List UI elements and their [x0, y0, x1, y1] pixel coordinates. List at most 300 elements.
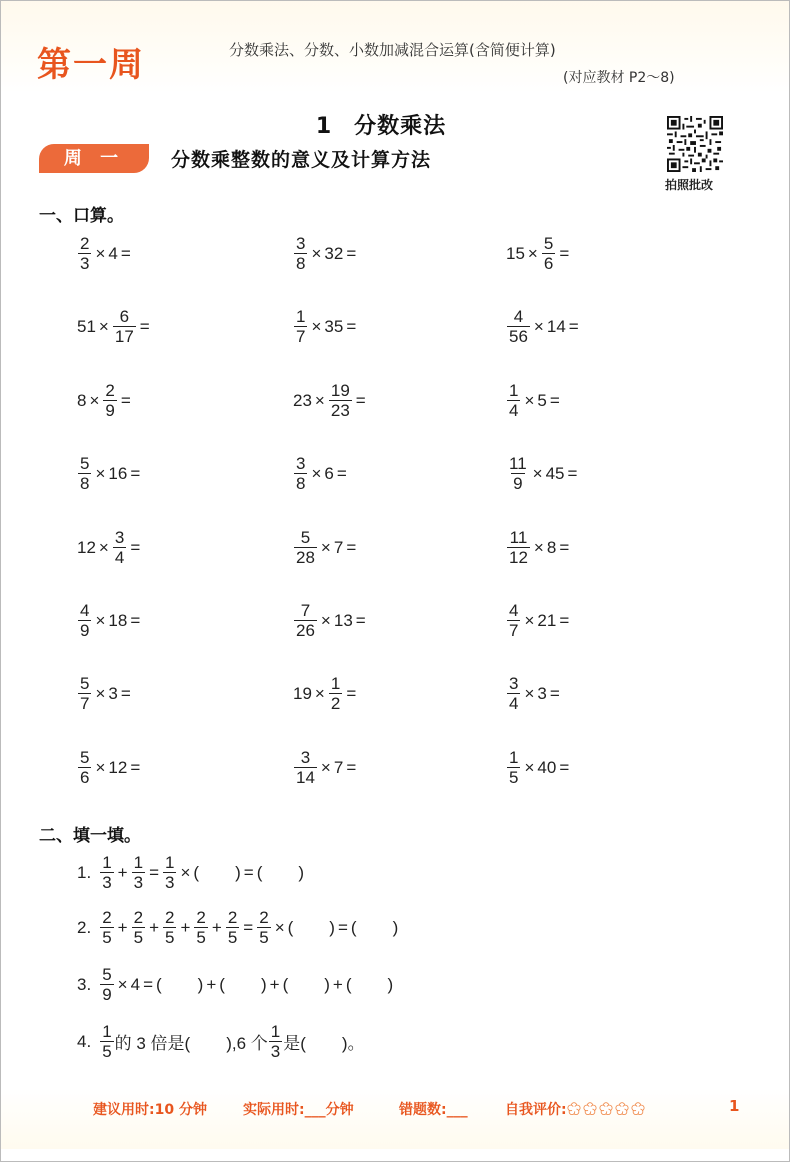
operator: × [320, 610, 331, 630]
numerator: 2 [80, 234, 90, 253]
expression [506, 381, 603, 420]
fraction [78, 748, 91, 787]
denominator: 28 [296, 548, 315, 567]
operator: = [336, 463, 347, 483]
operator: × [532, 463, 543, 483]
text: ) [235, 862, 241, 882]
answer-space[interactable] [582, 317, 622, 337]
denominator: 26 [296, 621, 315, 640]
operator: × [533, 316, 544, 336]
section-title [1, 109, 761, 140]
operator: = [243, 917, 254, 937]
oral-calc-problem [293, 307, 399, 346]
operator: + [332, 974, 343, 994]
operator: = [120, 683, 131, 703]
numerator: 2 [102, 908, 112, 927]
expression [506, 748, 612, 787]
fraction [507, 674, 520, 713]
answer-space[interactable] [143, 464, 183, 484]
text: 是( [283, 1034, 306, 1053]
flower-rating-icon[interactable] [567, 1102, 581, 1116]
text: ( [345, 974, 352, 994]
fraction [507, 601, 520, 640]
week-title: 第一周 [37, 45, 145, 85]
expression [77, 965, 393, 1004]
fraction [329, 381, 352, 420]
fraction [194, 908, 207, 947]
operator: = [346, 757, 357, 777]
operator: × [524, 390, 535, 410]
numerator: 5 [102, 965, 112, 984]
denominator: 14 [296, 768, 315, 787]
numerator: 19 [330, 381, 350, 400]
operator: × [320, 537, 331, 557]
text: ),6 个 [226, 1034, 268, 1053]
operator: + [149, 917, 159, 937]
operator: = [549, 390, 560, 410]
text: ( [287, 917, 294, 937]
denominator: 5 [196, 928, 206, 947]
number: 5 [537, 390, 547, 410]
problem-number: 4. [77, 1031, 92, 1051]
denominator: 5 [259, 928, 269, 947]
numerator: 3 [296, 454, 306, 473]
answer-space[interactable] [572, 244, 612, 264]
oral-calc-problem [77, 674, 174, 713]
error-count[interactable]: 错题数:___ [399, 1102, 468, 1118]
number: 4 [130, 974, 141, 994]
fraction [163, 853, 176, 892]
operator: × [95, 610, 106, 630]
number: 21 [537, 610, 557, 630]
answer-space[interactable] [359, 244, 399, 264]
number: 16 [108, 463, 128, 483]
number: 18 [108, 610, 128, 630]
answer-space[interactable] [359, 684, 399, 704]
expression [293, 454, 390, 493]
operator: = [567, 463, 578, 483]
expression [293, 234, 399, 273]
expression [506, 674, 603, 713]
text: ( [219, 974, 225, 994]
expression [77, 674, 174, 713]
operator: = [130, 610, 141, 630]
lesson-subtitle: 分数乘整数的意义及计算方法 [171, 149, 432, 171]
answer-space[interactable] [143, 538, 183, 558]
operator: = [139, 316, 150, 336]
oral-calc-problem [77, 381, 174, 420]
fraction [294, 454, 307, 493]
text: ) [329, 917, 335, 937]
operator: = [149, 862, 159, 882]
numerator: 1 [102, 853, 112, 872]
problem-number: 2. [77, 917, 92, 937]
numerator: 11 [509, 454, 527, 473]
fraction [294, 234, 307, 273]
oral-calc-problem [506, 601, 612, 640]
operator: × [527, 243, 538, 263]
number: 13 [333, 610, 353, 630]
text: ( [156, 974, 162, 994]
fraction [329, 674, 342, 713]
numerator: 1 [509, 381, 519, 400]
problem-number: 3. [77, 974, 92, 994]
number: 8 [77, 390, 87, 410]
numerator: 1 [102, 1022, 112, 1041]
textbook-reference: (对应教材 P2～8) [563, 70, 675, 86]
denominator: 3 [133, 873, 144, 892]
operator: × [524, 683, 535, 703]
number: 35 [324, 316, 344, 336]
numerator: 1 [270, 1022, 281, 1041]
section-name: 分数乘法 [354, 114, 447, 139]
denominator: 5 [102, 928, 112, 947]
text: ( [282, 974, 289, 994]
operator: = [559, 610, 570, 630]
numerator: 4 [80, 601, 90, 620]
topic-text: 分数乘法、分数、小数加减混合运算(含简便计算) [229, 41, 556, 59]
oral-calc-problem [77, 601, 183, 640]
fraction [163, 908, 176, 947]
operator: × [524, 757, 535, 777]
operator: × [311, 243, 322, 263]
number: 23 [293, 390, 312, 410]
denominator: 12 [509, 548, 528, 567]
actual-time[interactable]: 实际用时:___分钟 [243, 1102, 354, 1118]
oral-calc-problem [293, 674, 399, 713]
expression [506, 601, 612, 640]
denominator: 9 [513, 474, 523, 493]
denominator: 3 [80, 254, 90, 273]
numerator: 5 [300, 528, 311, 547]
operator: × [311, 316, 322, 336]
operator: × [95, 243, 106, 263]
denominator: 5 [102, 1042, 112, 1061]
text: ) [260, 974, 267, 994]
flower-rating-icon[interactable] [599, 1102, 613, 1116]
day-badge: 周 一 [39, 144, 149, 173]
operator: × [95, 463, 106, 483]
operator: = [130, 537, 141, 557]
denominator: 6 [80, 768, 90, 787]
numerator: 7 [300, 601, 311, 620]
operator: × [314, 683, 325, 703]
denominator: 3 [102, 873, 112, 892]
denominator: 7 [80, 694, 90, 713]
expression [77, 307, 193, 346]
denominator: 5 [133, 928, 144, 947]
fill-in-problem [77, 1022, 365, 1061]
number: 51 [77, 316, 96, 336]
operator: = [143, 974, 153, 994]
expression [293, 528, 399, 567]
oral-calc-problem [293, 234, 399, 273]
fraction [257, 908, 270, 947]
oral-calc-problem [506, 307, 622, 346]
fill-in-problem [77, 853, 304, 892]
operator: × [314, 390, 325, 410]
operator: = [346, 683, 357, 703]
flower-rating-icon[interactable] [615, 1102, 629, 1116]
expression [506, 528, 612, 567]
fraction [294, 748, 317, 787]
text: ( [350, 917, 357, 937]
operator: × [180, 862, 191, 882]
rating-flowers [567, 1102, 647, 1118]
fraction [294, 528, 317, 567]
fraction [113, 307, 136, 346]
operator: = [346, 243, 357, 263]
numerator: 5 [543, 234, 554, 253]
text: 的 3 倍是( [114, 1034, 191, 1053]
fraction [269, 1022, 282, 1061]
operator: × [98, 537, 109, 557]
answer-space[interactable] [359, 317, 399, 337]
denominator: 9 [102, 985, 112, 1004]
oral-calc-problem [293, 748, 399, 787]
text: ) [392, 917, 399, 937]
flower-rating-icon[interactable] [583, 1102, 597, 1116]
oral-calc-problem [77, 528, 183, 567]
part1-title: 一、口算。 [39, 206, 124, 226]
numerator: 2 [196, 908, 206, 927]
operator: × [524, 610, 535, 630]
expression [77, 908, 398, 947]
fraction [542, 234, 555, 273]
answer-space[interactable] [134, 391, 174, 411]
fraction [294, 601, 317, 640]
denominator: 56 [509, 327, 528, 346]
text: ) [324, 974, 330, 994]
self-eval-label: 自我评价: [505, 1102, 567, 1118]
answer-space[interactable] [369, 611, 409, 631]
denominator: 7 [509, 621, 519, 640]
numerator: 2 [105, 381, 115, 400]
expression [293, 674, 399, 713]
number: 3 [108, 683, 118, 703]
expression [293, 601, 409, 640]
operator: + [269, 974, 280, 994]
footer-band [1, 1089, 789, 1149]
text: )。 [341, 1034, 365, 1053]
expression [293, 381, 409, 420]
answer-space[interactable] [143, 758, 183, 778]
numerator: 3 [300, 748, 311, 767]
answer-space[interactable] [134, 684, 174, 704]
fraction [226, 908, 239, 947]
expression [77, 381, 174, 420]
operator: = [559, 537, 570, 557]
operator: × [320, 757, 331, 777]
suggested-time: 建议用时:10 分钟 [93, 1102, 207, 1118]
operator: = [568, 316, 579, 336]
operator: = [355, 390, 366, 410]
fraction [132, 908, 145, 947]
expression [77, 234, 174, 273]
operator: + [117, 917, 128, 937]
answer-space[interactable] [580, 464, 620, 484]
operator: = [346, 537, 357, 557]
flower-rating-icon[interactable] [631, 1102, 645, 1116]
oral-calc-problem [77, 454, 183, 493]
text: ) [197, 974, 204, 994]
fraction [507, 528, 530, 567]
numerator: 3 [509, 674, 519, 693]
denominator: 4 [509, 694, 519, 713]
denominator: 2 [330, 694, 341, 713]
answer-space[interactable] [563, 391, 603, 411]
denominator: 9 [80, 621, 90, 640]
number: 3 [537, 683, 547, 703]
text: ( [256, 862, 263, 882]
operator: × [311, 463, 322, 483]
expression [506, 234, 612, 273]
numerator: 2 [227, 908, 238, 927]
number: 6 [324, 463, 334, 483]
numerator: 1 [296, 307, 306, 326]
answer-space[interactable] [572, 538, 612, 558]
oral-calc-problem [293, 601, 409, 640]
operator: = [243, 862, 254, 882]
fraction [78, 454, 91, 493]
number: 7 [333, 757, 344, 777]
denominator: 9 [105, 401, 115, 420]
expression [77, 454, 183, 493]
operator: = [559, 243, 570, 263]
answer-space[interactable] [153, 317, 193, 337]
numerator: 1 [165, 853, 175, 872]
fill-in-problem [77, 965, 393, 1004]
number: 12 [77, 537, 96, 557]
answer-space[interactable] [572, 758, 612, 778]
self-evaluation [505, 1099, 647, 1119]
numerator: 2 [165, 908, 175, 927]
fraction [103, 381, 116, 420]
denominator: 5 [509, 768, 519, 787]
expression [293, 307, 399, 346]
answer-space[interactable] [359, 758, 399, 778]
operator: + [180, 917, 191, 937]
answer-space[interactable] [134, 244, 174, 264]
fraction [78, 234, 91, 273]
fraction [507, 381, 520, 420]
oral-calc-problem [506, 381, 603, 420]
answer-space[interactable] [572, 611, 612, 631]
number: 7 [333, 537, 344, 557]
denominator: 8 [80, 474, 90, 493]
number: 8 [546, 537, 557, 557]
text: ( [193, 862, 200, 882]
denominator: 3 [270, 1042, 281, 1061]
answer-space[interactable] [369, 391, 409, 411]
operator: × [89, 390, 100, 410]
fraction [100, 908, 113, 947]
denominator: 23 [330, 401, 350, 420]
operator: × [533, 537, 544, 557]
number: 12 [108, 757, 128, 777]
denominator: 8 [296, 474, 306, 493]
expression [77, 853, 304, 892]
fraction [78, 674, 91, 713]
operator: = [130, 463, 141, 483]
answer-space[interactable] [563, 684, 603, 704]
denominator: 8 [296, 254, 306, 273]
operator: × [98, 316, 109, 336]
expression [506, 307, 622, 346]
text: ) [387, 974, 394, 994]
fraction [78, 601, 91, 640]
fraction [507, 307, 530, 346]
operator: = [355, 610, 366, 630]
operator: = [120, 390, 131, 410]
operator: + [117, 862, 128, 882]
denominator: 3 [165, 873, 175, 892]
page-number: 1 [729, 1097, 740, 1115]
oral-calc-problem [77, 234, 174, 273]
denominator: 5 [165, 928, 175, 947]
operator: = [549, 683, 560, 703]
denominator: 17 [114, 327, 134, 346]
numerator: 11 [509, 528, 528, 547]
denominator: 4 [509, 401, 519, 420]
numerator: 1 [133, 853, 144, 872]
numerator: 1 [509, 748, 519, 767]
fraction [113, 528, 126, 567]
numerator: 4 [513, 307, 524, 326]
numerator: 4 [509, 601, 519, 620]
operator: = [337, 917, 348, 937]
denominator: 6 [543, 254, 554, 273]
numerator: 2 [133, 908, 144, 927]
number: 14 [546, 316, 566, 336]
oral-calc-problem [506, 748, 612, 787]
number: 32 [324, 243, 344, 263]
fraction [100, 965, 113, 1004]
operator: × [95, 683, 106, 703]
oral-calc-problem [293, 454, 390, 493]
oral-calc-problem [506, 674, 603, 713]
numerator: 5 [80, 454, 90, 473]
oral-calc-problem [293, 528, 399, 567]
answer-space[interactable] [359, 538, 399, 558]
numerator: 2 [259, 908, 269, 927]
part2-title: 二、填一填。 [39, 826, 141, 846]
qr-code-icon[interactable] [667, 116, 723, 172]
number: 19 [293, 683, 312, 703]
fraction [132, 853, 145, 892]
denominator: 5 [227, 928, 238, 947]
fraction [100, 853, 113, 892]
operator: × [117, 974, 128, 994]
operator: = [559, 757, 570, 777]
fraction [100, 1022, 113, 1061]
numerator: 5 [80, 748, 90, 767]
number: 15 [506, 243, 525, 263]
numerator: 3 [114, 528, 125, 547]
expression [77, 528, 183, 567]
answer-space[interactable] [350, 464, 390, 484]
fill-in-problem [77, 908, 398, 947]
oral-calc-problem [506, 234, 612, 273]
oral-calc-problem [77, 748, 183, 787]
fraction [294, 307, 307, 346]
expression [77, 748, 183, 787]
oral-calc-problem [77, 307, 193, 346]
oral-calc-problem [506, 454, 620, 493]
operator: = [346, 316, 357, 336]
denominator: 4 [114, 548, 125, 567]
answer-space[interactable] [143, 611, 183, 631]
